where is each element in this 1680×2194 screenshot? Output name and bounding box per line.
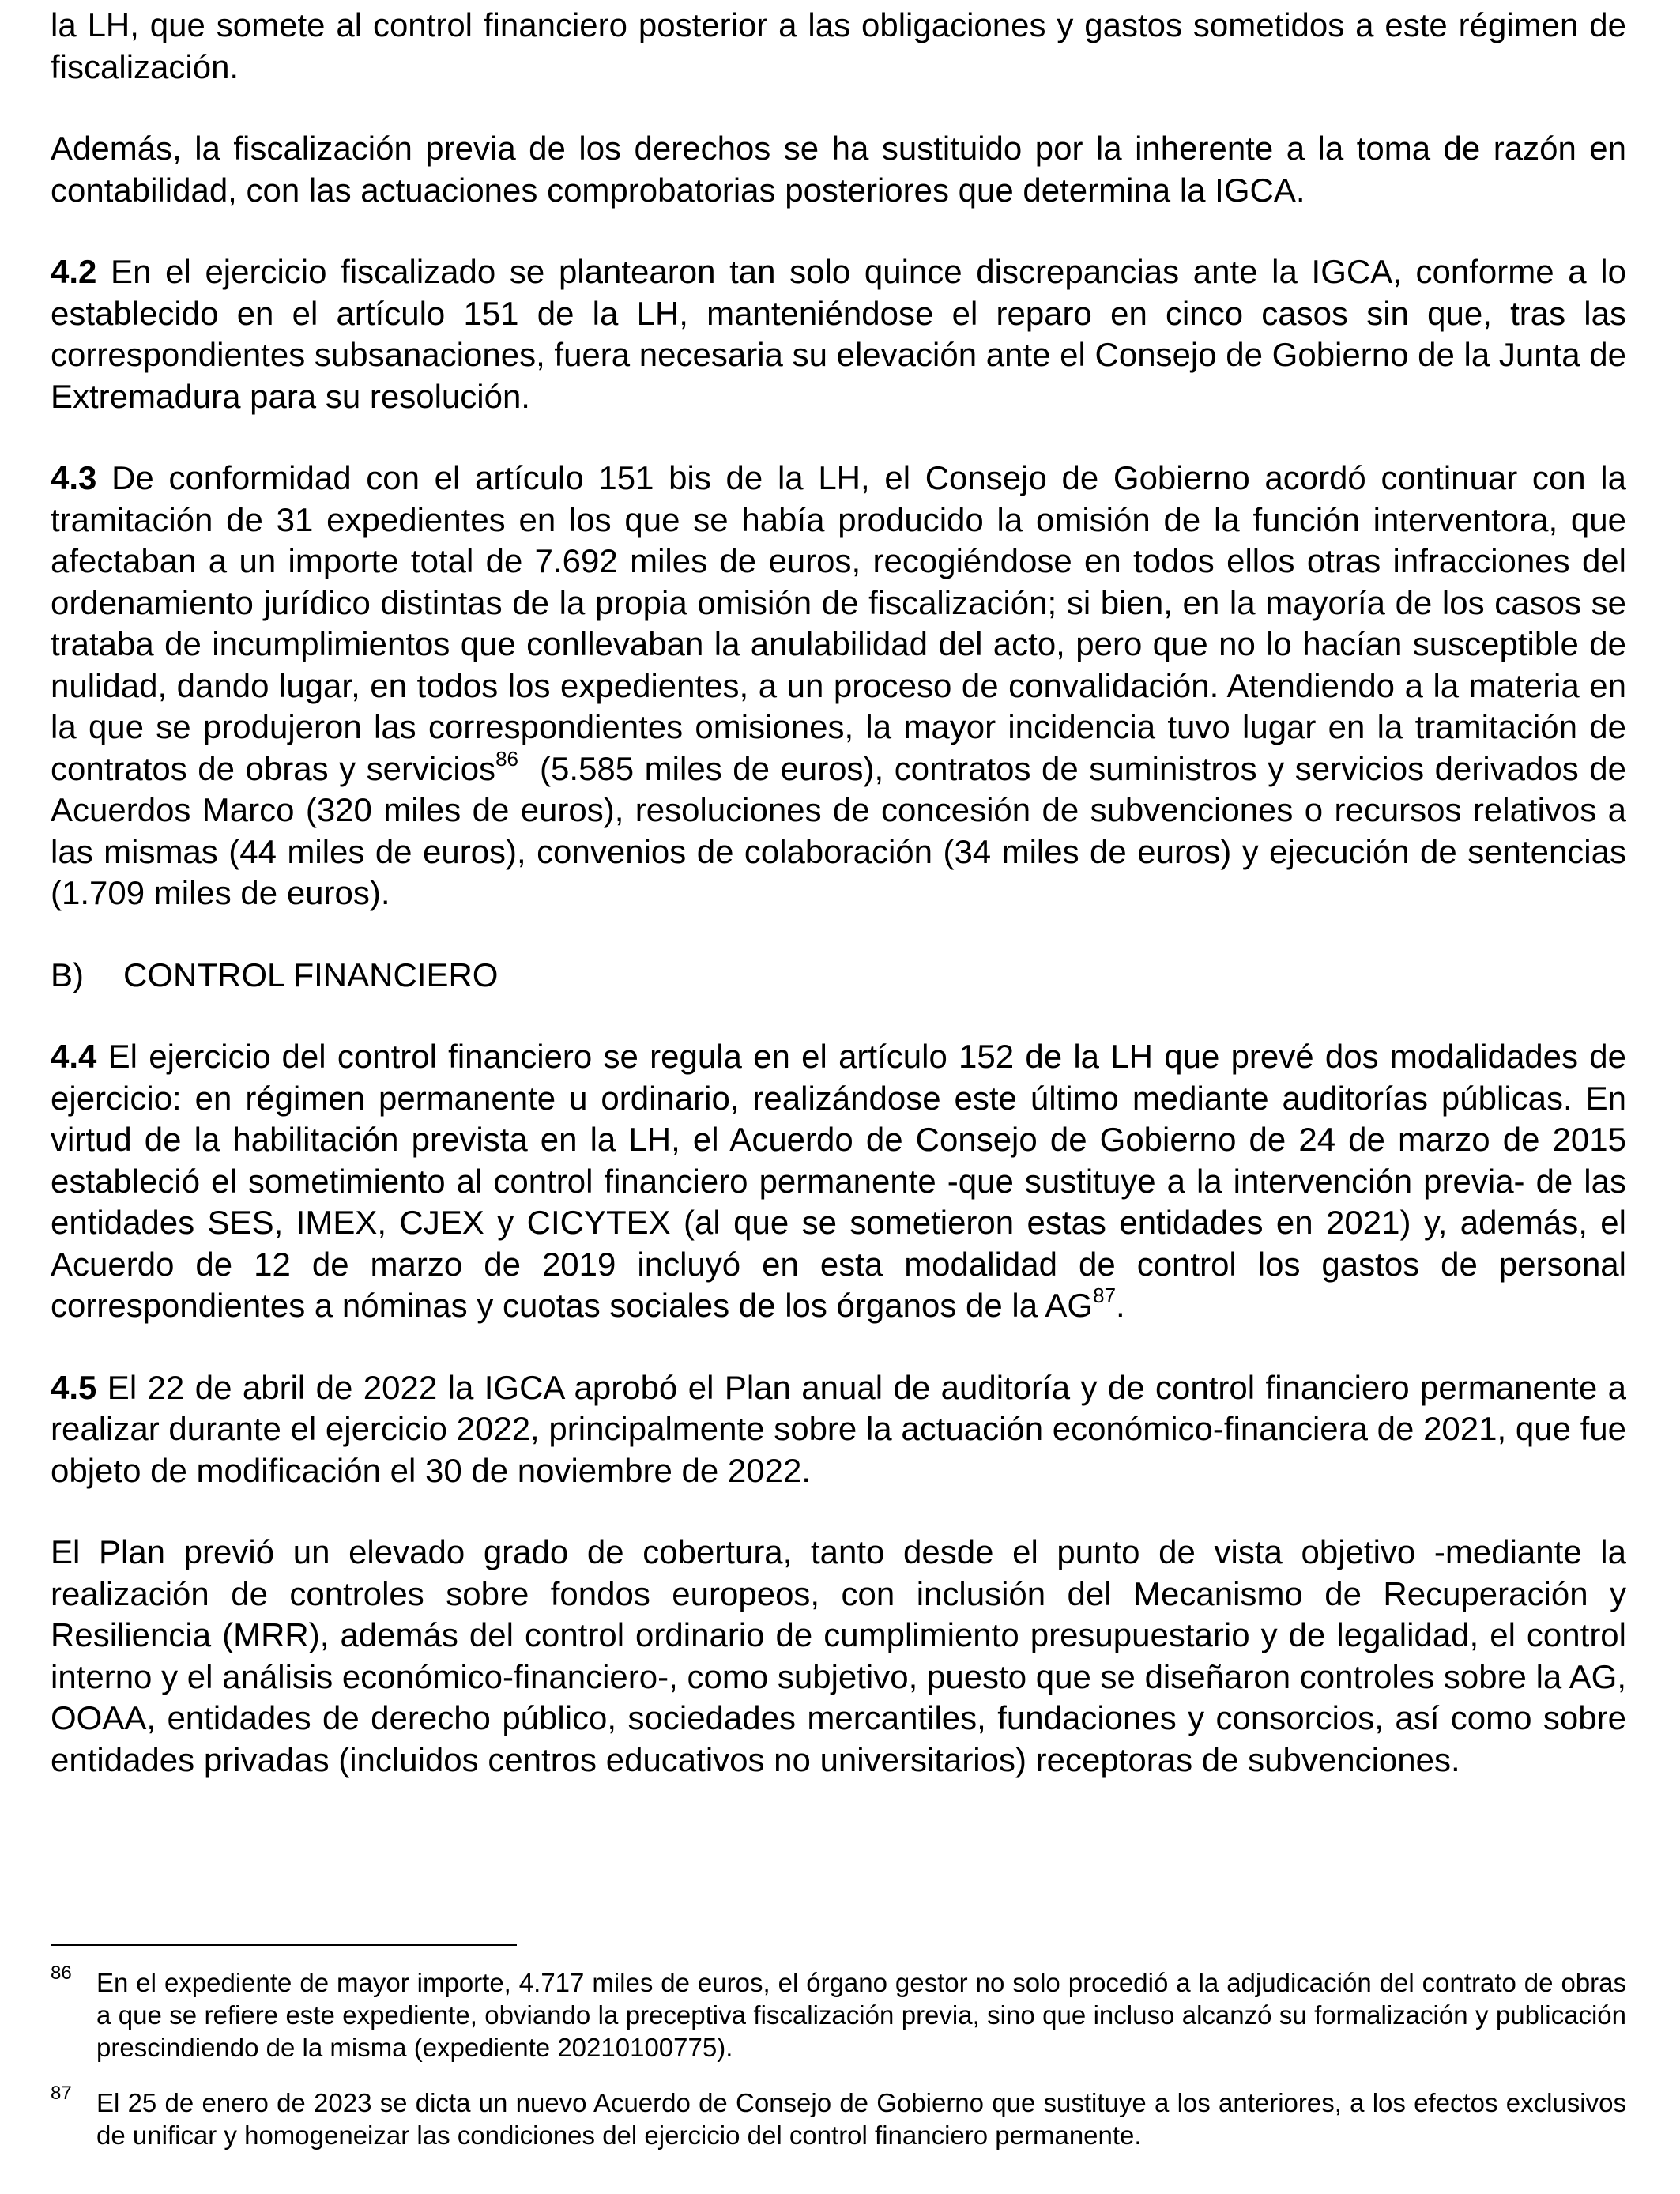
paragraph-text: El 22 de abril de 2022 la IGCA aprobó el Plan anual de auditoría y de control financiero permanente a realizar durante el ejercicio 2022, principalmente sobre la actuación económico-financiera de 2021, que fue objeto de modificación el 30 de noviembre de 2022. <box>51 1368 1626 1489</box>
footnote-separator <box>51 1944 517 1946</box>
footnote-87 <box>51 2083 1626 2151</box>
paragraph-derechos: Además, la fiscalización previa de los derechos se ha sustituido por la inherente a la toma de razón en contabilidad, con las actuaciones comprobatorias posteriores que determina la IGCA. <box>51 130 1626 209</box>
paragraph-text: (5.585 miles de euros), contratos de suministros y servicios derivados de Acuerdos Marco (320 miles de euros), resoluciones de concesión de subvenciones o recursos relativos a las mismas (44 miles de euros), convenios de colaboración (34 miles de euros) y ejecución de sentencias (1.709 miles de euros). <box>51 749 1636 911</box>
footnote-marker: 86 <box>51 1962 72 1984</box>
paragraph-continuation: la LH, que somete al control financiero posterior a las obligaciones y gastos sometidos a este régimen de fiscalización. <box>51 6 1626 85</box>
paragraph-number: 4.5 <box>51 1368 97 1406</box>
paragraph-4-3 <box>51 458 1636 914</box>
footnotes <box>51 1962 1626 2174</box>
footnote-marker: 87 <box>51 2083 72 2104</box>
paragraph-number: 4.2 <box>51 253 97 290</box>
paragraph-text: En el ejercicio fiscalizado se plantearon tan solo quince discrepancias ante la IGCA, conforme a lo establecido en el artículo 151 de la LH, manteniéndose el reparo en cinco casos sin que, tras las correspondientes subsanaciones, fuera necesaria su elevación ante el Consejo de Gobierno de la Junta de Extremadura para su resolución. <box>51 253 1626 415</box>
section-letter: B) <box>51 956 84 993</box>
section-title: CONTROL FINANCIERO <box>123 956 499 993</box>
footnote-text: El 25 de enero de 2023 se dicta un nuevo Acuerdo de Consejo de Gobierno que sustituye a los anteriores, a los efectos exclusivos de unificar y homogeneizar las condiciones del ejercicio del control financiero permanente. <box>96 2088 1626 2150</box>
footnote-86 <box>51 1962 1626 2064</box>
paragraph-4-2 <box>51 251 1626 417</box>
paragraph-4-4 <box>51 1036 1626 1327</box>
paragraph-text: De conformidad con el artículo 151 bis de la LH, el Consejo de Gobierno acordó continuar con la tramitación de 31 expedientes en los que se había producido la omisión de la función interventora, que afectaban a un importe total de 7.692 miles de euros, recogiéndose en todos ellos otras infracciones del ordenamiento jurídico distintas de la propia omisión de fiscalización; si bien, en la mayoría de los casos se trataba de incumplimientos que conllevaban la anulabilidad del acto, pero que no lo hacían susceptible de nulidad, dando lugar, en todos los expedientes, a un proceso de convalidación. Atendiendo a la materia en la que se produjeron las correspondientes omisiones, la mayor incidencia tuvo lugar en la tramitación de contratos de obras y servicios <box>51 459 1626 787</box>
paragraph-plan-cobertura: El Plan previó un elevado grado de cobertura, tanto desde el punto de vista objetivo -mediante la realización de controles sobre fondos europeos, con inclusión del Mecanismo de Recuperación y Resiliencia (MRR), además del control ordinario de cumplimiento presupuestario y de legalidad, el control interno y el análisis económico-financiero-, como subjetivo, puesto que se diseñaron controles sobre la AG, OOAA, entidades de derecho público, sociedades mercantiles, fundaciones y consorcios, así como sobre entidades privadas (incluidos centros educativos no universitarios) receptoras de subvenciones. <box>51 1533 1626 1778</box>
footnote-reference-86[interactable]: 86 <box>495 746 518 771</box>
footnote-text: En el expediente de mayor importe, 4.717 miles de euros, el órgano gestor no solo procedió a la adjudicación del contrato de obras a que se refiere este expediente, obviando la preceptiva fiscalización previa, sino que incluso alcanzó su formalización y publicación prescindiendo de la misma (expediente 20210100775). <box>96 1968 1626 2062</box>
footnote-reference-87[interactable]: 87 <box>1093 1284 1117 1307</box>
paragraph-text: . <box>1116 1287 1125 1324</box>
section-heading-control-financiero <box>51 955 1626 997</box>
paragraph-text: El ejercicio del control financiero se regula en el artículo 152 de la LH que prevé dos modalidades de ejercicio: en régimen permanente u ordinario, realizándose este último mediante auditorías públicas. En virtud de la habilitación prevista en la LH, el Acuerdo de Consejo de Gobierno de 24 de marzo de 2015 estableció el sometimiento al control financiero permanente -que sustituye a la intervención previa- de las entidades SES, IMEX, CJEX y CICYTEX (al que se sometieron estas entidades en 2021) y, además, el Acuerdo de 12 de marzo de 2019 incluyó en esta modalidad de control los gastos de personal correspondientes a nóminas y cuotas sociales de los órganos de la AG <box>51 1038 1626 1324</box>
paragraph-number: 4.3 <box>51 459 97 496</box>
paragraph-4-5 <box>51 1367 1626 1492</box>
paragraph-number: 4.4 <box>51 1038 97 1075</box>
document-body <box>51 5 1636 1821</box>
